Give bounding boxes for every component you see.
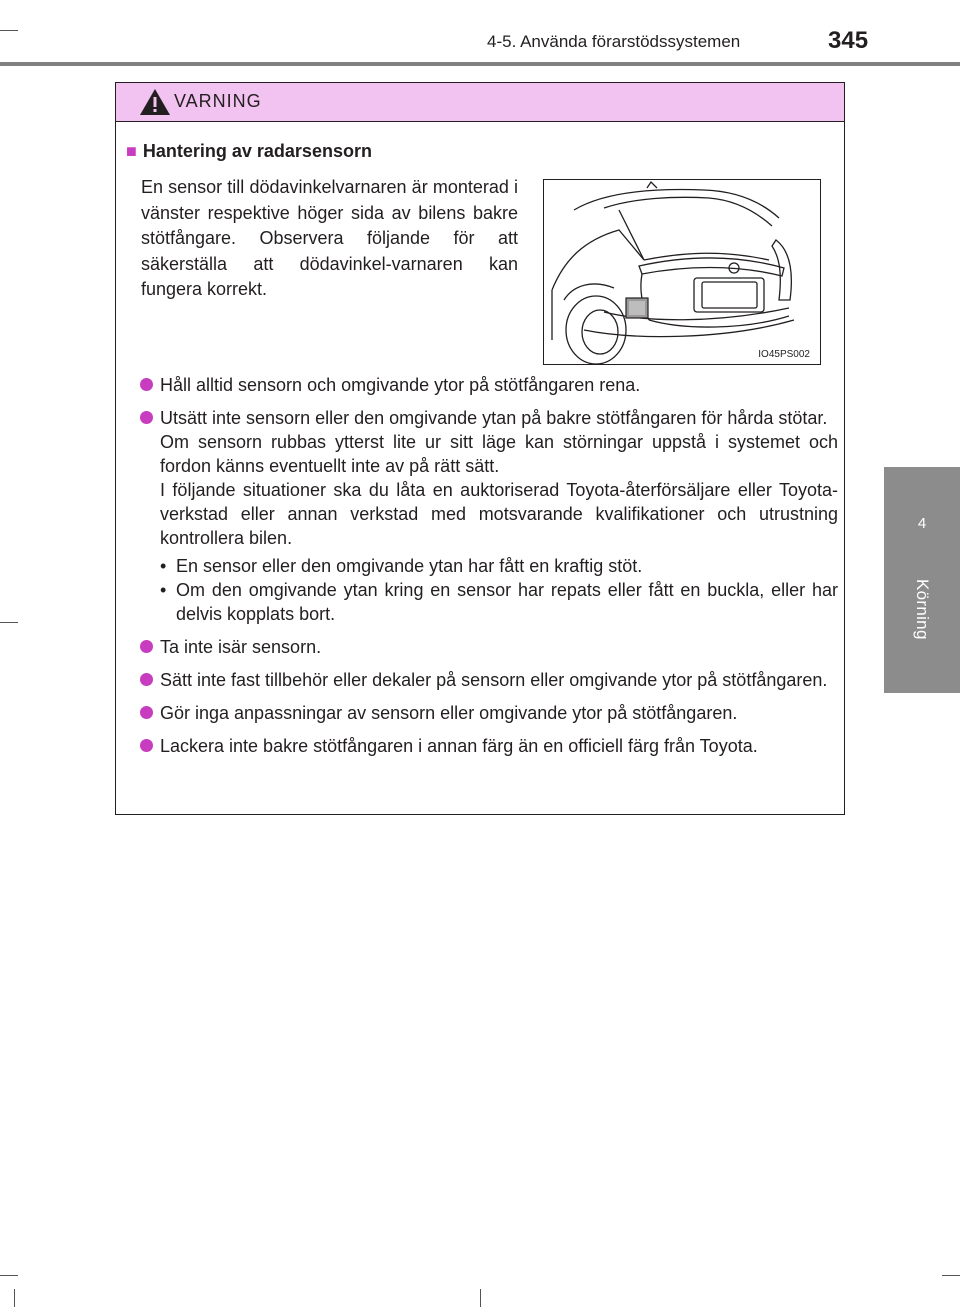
bullet-text: Håll alltid sensorn och omgivande ytor på stötfångaren rena. [160,375,641,395]
list-item [130,734,838,758]
page-number: 345 [828,27,869,54]
bullet-dot-icon [140,640,153,653]
crop-mark [0,30,18,31]
bullet-text: I följande situationer ska du låta en auktoriserad Toyota-återförsäljare eller Toyota-verkstad eller annan verkstad med motsvarande kvalifikationer och utrustning kontrollera bilen. [160,480,838,548]
crop-mark [0,1275,18,1276]
bullet-dot-icon [140,673,153,686]
bullet-dot-icon [140,706,153,719]
section-title-text: Hantering av radarsensorn [142,141,372,161]
bullet-text: Utsätt inte sensorn eller den omgivande ytan på bakre stötfångaren för hårda stötar. [160,408,828,428]
square-bullet-icon: ■ [126,141,137,161]
sub-item-text: Om den omgivande ytan kring en sensor har repats eller fått en buckla, eller har delvis kopplats bort. [176,580,838,624]
sub-list-item [130,554,838,578]
car-rear-drawing [544,180,821,365]
figure-code: IO45PS002 [758,349,810,360]
bullet-list [130,373,838,767]
bullet-text: Gör inga anpassningar av sensorn eller omgivande ytor på stötfångaren. [160,703,738,723]
intro-text: En sensor till dödavinkelvarnaren är monterad i vänster respektive höger sida av bilens bakre stötfångare. Observera följande för att säkerställa att dödavinkel-varnaren kan fungera korrekt. [141,177,518,299]
bullet-text: Lackera inte bakre stötfångaren i annan färg än en officiell färg från Toyota. [160,736,758,756]
section-title [126,141,372,162]
chapter-number: 4 [917,515,927,532]
warning-title: VARNING [174,91,262,111]
list-item [130,701,838,725]
sub-bullet-icon: • [160,556,167,576]
list-item [130,635,838,659]
chapter-label: Körning [913,579,932,640]
section-header: 4-5. Använda förarstödssystemen [487,32,741,51]
sub-bullet-icon: • [160,580,167,600]
bullet-text: Sätt inte fast tillbehör eller dekaler på sensorn eller omgivande ytor på stötfångaren. [160,670,828,690]
header-rule [0,62,960,66]
list-item [130,406,838,550]
warning-header [116,83,844,122]
bullet-text: Ta inte isär sensorn. [160,637,322,657]
crop-mark [942,1275,960,1276]
bullet-dot-icon [140,378,153,391]
bullet-text: Om sensorn rubbas ytterst lite ur sitt läge kan störningar uppstå i systemet och fordon känns eventuellt inte av på rätt sätt. [160,432,838,476]
chapter-tab [884,467,960,693]
list-item [130,373,838,397]
crop-mark [480,1289,481,1307]
bullet-dot-icon [140,739,153,752]
crop-mark [14,1289,15,1307]
crop-mark [0,622,18,623]
bullet-dot-icon [140,411,153,424]
car-rear-illustration [543,179,821,365]
sub-list-item [130,578,838,626]
list-item [130,668,838,692]
warning-triangle-icon [138,87,172,117]
warning-box [115,82,845,815]
sub-list [130,554,838,626]
sub-item-text: En sensor eller den omgivande ytan har fått en kraftig stöt. [176,556,643,576]
